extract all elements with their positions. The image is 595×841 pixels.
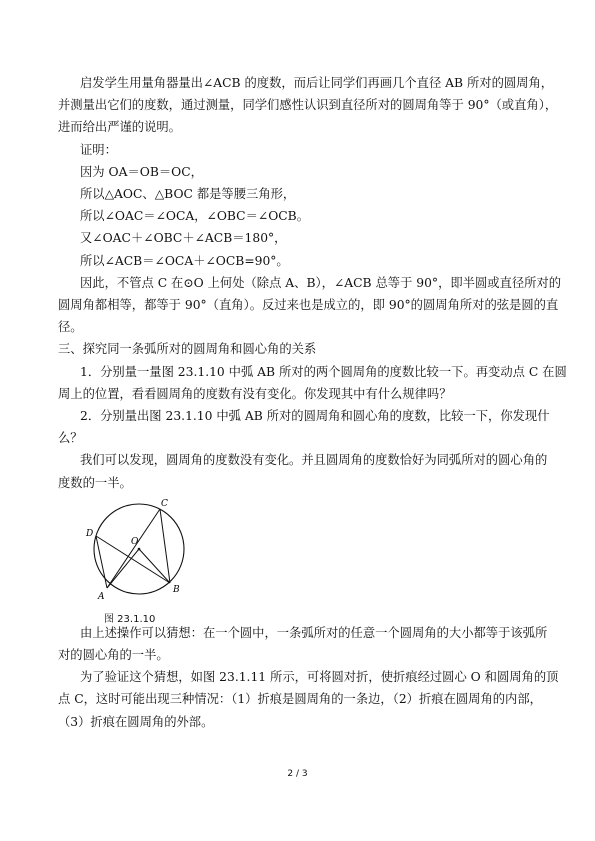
chord-cb — [160, 509, 170, 583]
document-body — [58, 72, 567, 733]
figure-caption: 图 23.1.10 — [104, 613, 156, 625]
label-c: C — [161, 498, 168, 509]
text-line: （3）折痕在圆周角的外部。 — [58, 714, 214, 729]
circle-diagram — [82, 496, 202, 608]
text-line: 并测量出它们的度数，通过测量，同学们感性认识到直径所对的圆周角等于 90°（或直角）， — [58, 98, 558, 113]
paragraphs-top — [58, 72, 567, 494]
text-line: 径。 — [58, 320, 83, 335]
text-line: 点 C，这时可能出现三种情况：（1）折痕是圆周角的一条边，（2）折痕在圆周角的内部， — [58, 692, 542, 707]
label-d: D — [86, 528, 94, 539]
text-line: 由上述操作可以猜想：在一个圆中，一条弧所对的任意一个圆周角的大小都等于该弧所 — [80, 625, 548, 640]
paragraphs-bottom — [58, 622, 559, 733]
text-line: 度数的一半。 — [58, 475, 132, 490]
text-line: 因为 OA＝OB＝OC， — [80, 164, 203, 179]
text-line: 么？ — [58, 431, 83, 446]
text-line: 又∠OAC＋∠OBC＋∠ACB＝180°， — [80, 231, 287, 246]
text-line: 进而给出严谨的说明。 — [58, 120, 181, 135]
center-point — [138, 548, 141, 551]
label-o: O — [131, 536, 139, 547]
text-line: 所以△AOC、△BOC 都是等腰三角形， — [80, 187, 296, 202]
radius-oa — [107, 549, 139, 588]
text-line: 所以∠OAC＝∠OCA，∠OBC＝∠OCB。 — [80, 209, 310, 224]
text-line: 我们可以发现，圆周角的度数没有变化。并且圆周角的度数恰好为同弧所对的圆心角的 — [80, 453, 548, 468]
text-line: 圆周角都相等，都等于 90°（直角）。反过来也是成立的，即 90°的圆周角所对的弦是圆的直 — [58, 298, 559, 313]
text-line: 为了验证这个猜想，如图 23.1.11 所示，可将圆对折，使折痕经过圆心 O 和圆周角的顶 — [80, 670, 559, 685]
text-line: 周上的位置，看看圆周角的度数有没有变化。你发现其中有什么规律吗？ — [58, 386, 452, 401]
text-line: 证明： — [80, 142, 117, 157]
chord-da — [96, 536, 107, 588]
figure-23-1-10 — [58, 494, 538, 625]
text-line: 2．分别量出图 23.1.10 中弧 AB 所对的圆周角和圆心角的度数，比较一下，你发现什 — [80, 409, 550, 424]
text-line: 因此，不管点 C 在⊙O 上何处（除点 A、B），∠ACB 总等于 90°，即半圆或直径所对的 — [80, 275, 562, 290]
text-line: 三、探究同一条弧所对的圆周角和圆心角的关系 — [58, 342, 317, 357]
text-line: 所以∠ACB＝∠OCA＋∠OCB=90°。 — [80, 253, 289, 268]
text-line: 对的圆心角的一半。 — [58, 648, 169, 663]
label-a: A — [98, 591, 105, 602]
text-line: 启发学生用量角器量出∠ACB 的度数，而后让同学们再画几个直径 AB 所对的圆周角， — [80, 76, 554, 90]
text-line: 1．分别量一量图 23.1.10 中弧 AB 所对的两个圆周角的度数比较一下。再变动点 C 在圆 — [80, 364, 567, 379]
page-number: 2 / 3 — [287, 769, 308, 779]
label-b: B — [173, 584, 180, 595]
